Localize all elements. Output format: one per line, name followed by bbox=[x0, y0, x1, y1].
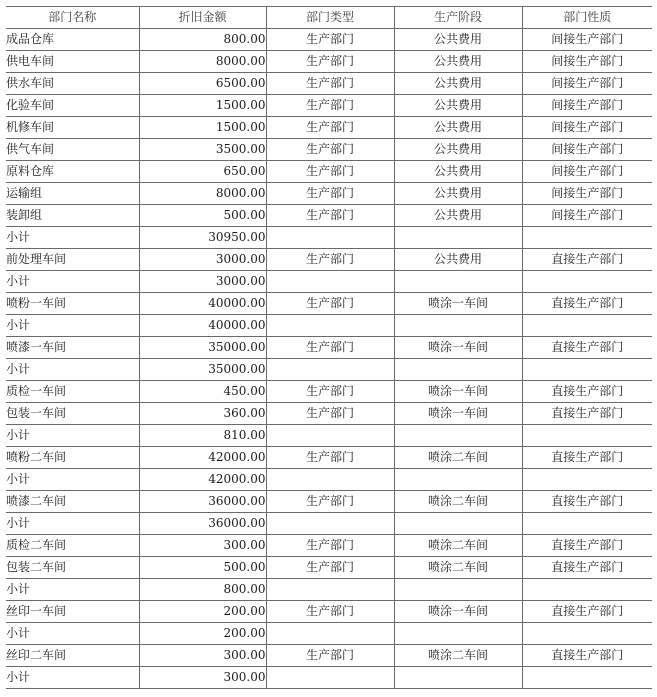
header-department-name: 部门名称 bbox=[6, 7, 139, 29]
production-stage-cell: 喷涂二车间 bbox=[394, 645, 522, 667]
production-stage-cell bbox=[394, 579, 522, 601]
department-type-cell: 生产部门 bbox=[266, 293, 394, 315]
department-nature-cell: 间接生产部门 bbox=[522, 183, 652, 205]
department-nature-cell: 直接生产部门 bbox=[522, 337, 652, 359]
department-type-cell: 生产部门 bbox=[266, 645, 394, 667]
header-department-nature: 部门性质 bbox=[522, 7, 652, 29]
table-row bbox=[6, 403, 652, 425]
department-nature-cell: 间接生产部门 bbox=[522, 95, 652, 117]
production-stage-cell: 公共费用 bbox=[394, 51, 522, 73]
department-type-cell: 生产部门 bbox=[266, 403, 394, 425]
department-name-cell: 丝印二车间 bbox=[6, 645, 139, 667]
depreciation-amount-cell: 3500.00 bbox=[139, 139, 266, 161]
table-row bbox=[6, 29, 652, 51]
table-row bbox=[6, 447, 652, 469]
production-stage-cell: 公共费用 bbox=[394, 161, 522, 183]
department-nature-cell: 直接生产部门 bbox=[522, 601, 652, 623]
department-name-cell: 质检一车间 bbox=[6, 381, 139, 403]
production-stage-cell: 喷涂一车间 bbox=[394, 293, 522, 315]
department-nature-cell: 直接生产部门 bbox=[522, 535, 652, 557]
production-stage-cell: 喷涂一车间 bbox=[394, 601, 522, 623]
department-name-cell: 供气车间 bbox=[6, 139, 139, 161]
production-stage-cell: 公共费用 bbox=[394, 183, 522, 205]
department-name-cell: 成品仓库 bbox=[6, 29, 139, 51]
production-stage-cell bbox=[394, 513, 522, 535]
depreciation-amount-cell: 300.00 bbox=[139, 535, 266, 557]
table-row bbox=[6, 381, 652, 403]
department-type-cell: 生产部门 bbox=[266, 205, 394, 227]
production-stage-cell: 喷涂二车间 bbox=[394, 535, 522, 557]
department-name-cell: 小计 bbox=[6, 359, 139, 381]
department-nature-cell bbox=[522, 271, 652, 293]
subtotal-row bbox=[6, 227, 652, 249]
production-stage-cell bbox=[394, 623, 522, 645]
depreciation-amount-cell: 3000.00 bbox=[139, 271, 266, 293]
department-type-cell bbox=[266, 667, 394, 689]
subtotal-row bbox=[6, 271, 652, 293]
department-type-cell bbox=[266, 579, 394, 601]
production-stage-cell: 喷涂一车间 bbox=[394, 381, 522, 403]
production-stage-cell bbox=[394, 667, 522, 689]
production-stage-cell bbox=[394, 469, 522, 491]
depreciation-amount-cell: 35000.00 bbox=[139, 337, 266, 359]
department-type-cell: 生产部门 bbox=[266, 447, 394, 469]
department-type-cell: 生产部门 bbox=[266, 161, 394, 183]
header-department-type: 部门类型 bbox=[266, 7, 394, 29]
department-nature-cell: 间接生产部门 bbox=[522, 139, 652, 161]
table-row bbox=[6, 183, 652, 205]
department-name-cell: 小计 bbox=[6, 315, 139, 337]
department-type-cell: 生产部门 bbox=[266, 29, 394, 51]
department-type-cell: 生产部门 bbox=[266, 183, 394, 205]
production-stage-cell: 公共费用 bbox=[394, 29, 522, 51]
department-nature-cell bbox=[522, 469, 652, 491]
department-type-cell bbox=[266, 227, 394, 249]
production-stage-cell: 公共费用 bbox=[394, 73, 522, 95]
department-nature-cell: 间接生产部门 bbox=[522, 51, 652, 73]
production-stage-cell bbox=[394, 315, 522, 337]
department-type-cell: 生产部门 bbox=[266, 249, 394, 271]
department-nature-cell: 间接生产部门 bbox=[522, 29, 652, 51]
depreciation-amount-cell: 300.00 bbox=[139, 645, 266, 667]
subtotal-row bbox=[6, 513, 652, 535]
department-type-cell: 生产部门 bbox=[266, 95, 394, 117]
department-nature-cell bbox=[522, 667, 652, 689]
department-type-cell bbox=[266, 315, 394, 337]
table-row bbox=[6, 205, 652, 227]
depreciation-amount-cell: 800.00 bbox=[139, 29, 266, 51]
department-name-cell: 丝印一车间 bbox=[6, 601, 139, 623]
department-name-cell: 小计 bbox=[6, 623, 139, 645]
department-type-cell bbox=[266, 425, 394, 447]
department-name-cell: 喷粉二车间 bbox=[6, 447, 139, 469]
department-name-cell: 供水车间 bbox=[6, 73, 139, 95]
depreciation-amount-cell: 35000.00 bbox=[139, 359, 266, 381]
department-name-cell: 包装一车间 bbox=[6, 403, 139, 425]
depreciation-amount-cell: 500.00 bbox=[139, 205, 266, 227]
depreciation-amount-cell: 3000.00 bbox=[139, 249, 266, 271]
table-row bbox=[6, 73, 652, 95]
department-name-cell: 化验车间 bbox=[6, 95, 139, 117]
table-row bbox=[6, 491, 652, 513]
department-name-cell: 小计 bbox=[6, 579, 139, 601]
table-row bbox=[6, 95, 652, 117]
depreciation-amount-cell: 1500.00 bbox=[139, 117, 266, 139]
department-type-cell: 生产部门 bbox=[266, 601, 394, 623]
production-stage-cell: 公共费用 bbox=[394, 117, 522, 139]
depreciation-amount-cell: 360.00 bbox=[139, 403, 266, 425]
department-nature-cell: 直接生产部门 bbox=[522, 447, 652, 469]
depreciation-amount-cell: 500.00 bbox=[139, 557, 266, 579]
production-stage-cell: 喷涂二车间 bbox=[394, 447, 522, 469]
table-body bbox=[6, 29, 652, 689]
depreciation-amount-cell: 8000.00 bbox=[139, 51, 266, 73]
department-nature-cell bbox=[522, 623, 652, 645]
depreciation-amount-cell: 1500.00 bbox=[139, 95, 266, 117]
depreciation-amount-cell: 42000.00 bbox=[139, 447, 266, 469]
production-stage-cell: 公共费用 bbox=[394, 95, 522, 117]
department-name-cell: 机修车间 bbox=[6, 117, 139, 139]
department-type-cell bbox=[266, 513, 394, 535]
department-type-cell bbox=[266, 271, 394, 293]
depreciation-amount-cell: 30950.00 bbox=[139, 227, 266, 249]
depreciation-amount-cell: 300.00 bbox=[139, 667, 266, 689]
subtotal-row bbox=[6, 315, 652, 337]
production-stage-cell: 公共费用 bbox=[394, 139, 522, 161]
depreciation-amount-cell: 8000.00 bbox=[139, 183, 266, 205]
production-stage-cell: 公共费用 bbox=[394, 205, 522, 227]
department-nature-cell: 直接生产部门 bbox=[522, 293, 652, 315]
department-nature-cell bbox=[522, 359, 652, 381]
table-row bbox=[6, 249, 652, 271]
table-row bbox=[6, 337, 652, 359]
department-name-cell: 包装二车间 bbox=[6, 557, 139, 579]
department-name-cell: 前处理车间 bbox=[6, 249, 139, 271]
production-stage-cell: 喷涂二车间 bbox=[394, 557, 522, 579]
department-name-cell: 装卸组 bbox=[6, 205, 139, 227]
table-row bbox=[6, 51, 652, 73]
department-type-cell: 生产部门 bbox=[266, 73, 394, 95]
department-nature-cell: 直接生产部门 bbox=[522, 491, 652, 513]
production-stage-cell: 公共费用 bbox=[394, 249, 522, 271]
department-type-cell bbox=[266, 359, 394, 381]
production-stage-cell: 喷涂一车间 bbox=[394, 403, 522, 425]
table-row bbox=[6, 161, 652, 183]
depreciation-amount-cell: 810.00 bbox=[139, 425, 266, 447]
department-nature-cell: 间接生产部门 bbox=[522, 205, 652, 227]
production-stage-cell bbox=[394, 271, 522, 293]
department-nature-cell: 直接生产部门 bbox=[522, 381, 652, 403]
department-name-cell: 小计 bbox=[6, 425, 139, 447]
department-nature-cell: 间接生产部门 bbox=[522, 73, 652, 95]
production-stage-cell: 喷涂一车间 bbox=[394, 337, 522, 359]
department-type-cell: 生产部门 bbox=[266, 491, 394, 513]
department-name-cell: 质检二车间 bbox=[6, 535, 139, 557]
department-nature-cell: 直接生产部门 bbox=[522, 557, 652, 579]
department-name-cell: 原料仓库 bbox=[6, 161, 139, 183]
department-nature-cell: 间接生产部门 bbox=[522, 117, 652, 139]
production-stage-cell: 喷涂二车间 bbox=[394, 491, 522, 513]
department-name-cell: 小计 bbox=[6, 469, 139, 491]
subtotal-row bbox=[6, 469, 652, 491]
department-nature-cell bbox=[522, 227, 652, 249]
department-name-cell: 喷粉一车间 bbox=[6, 293, 139, 315]
department-type-cell bbox=[266, 623, 394, 645]
depreciation-amount-cell: 36000.00 bbox=[139, 513, 266, 535]
production-stage-cell bbox=[394, 425, 522, 447]
depreciation-amount-cell: 800.00 bbox=[139, 579, 266, 601]
subtotal-row bbox=[6, 359, 652, 381]
depreciation-amount-cell: 650.00 bbox=[139, 161, 266, 183]
department-nature-cell: 直接生产部门 bbox=[522, 249, 652, 271]
department-name-cell: 小计 bbox=[6, 667, 139, 689]
depreciation-table bbox=[6, 6, 652, 689]
department-type-cell: 生产部门 bbox=[266, 535, 394, 557]
depreciation-amount-cell: 450.00 bbox=[139, 381, 266, 403]
department-nature-cell bbox=[522, 513, 652, 535]
department-nature-cell: 间接生产部门 bbox=[522, 161, 652, 183]
department-name-cell: 小计 bbox=[6, 271, 139, 293]
department-name-cell: 供电车间 bbox=[6, 51, 139, 73]
depreciation-amount-cell: 36000.00 bbox=[139, 491, 266, 513]
depreciation-amount-cell: 200.00 bbox=[139, 601, 266, 623]
department-nature-cell bbox=[522, 315, 652, 337]
department-name-cell: 喷漆二车间 bbox=[6, 491, 139, 513]
department-name-cell: 小计 bbox=[6, 513, 139, 535]
department-name-cell: 小计 bbox=[6, 227, 139, 249]
table-row bbox=[6, 601, 652, 623]
table-row bbox=[6, 535, 652, 557]
depreciation-amount-cell: 200.00 bbox=[139, 623, 266, 645]
table-row bbox=[6, 139, 652, 161]
department-nature-cell: 直接生产部门 bbox=[522, 645, 652, 667]
depreciation-amount-cell: 40000.00 bbox=[139, 293, 266, 315]
header-row bbox=[6, 7, 652, 29]
subtotal-row bbox=[6, 579, 652, 601]
department-type-cell: 生产部门 bbox=[266, 139, 394, 161]
department-name-cell: 喷漆一车间 bbox=[6, 337, 139, 359]
header-depreciation-amount: 折旧金额 bbox=[139, 7, 266, 29]
table-row bbox=[6, 293, 652, 315]
department-nature-cell bbox=[522, 425, 652, 447]
department-type-cell: 生产部门 bbox=[266, 117, 394, 139]
department-nature-cell bbox=[522, 579, 652, 601]
department-type-cell bbox=[266, 469, 394, 491]
table-row bbox=[6, 645, 652, 667]
department-type-cell: 生产部门 bbox=[266, 557, 394, 579]
subtotal-row bbox=[6, 425, 652, 447]
depreciation-amount-cell: 40000.00 bbox=[139, 315, 266, 337]
depreciation-amount-cell: 42000.00 bbox=[139, 469, 266, 491]
header-production-stage: 生产阶段 bbox=[394, 7, 522, 29]
department-type-cell: 生产部门 bbox=[266, 337, 394, 359]
department-nature-cell: 直接生产部门 bbox=[522, 403, 652, 425]
subtotal-row bbox=[6, 667, 652, 689]
table-row bbox=[6, 557, 652, 579]
production-stage-cell bbox=[394, 227, 522, 249]
subtotal-row bbox=[6, 623, 652, 645]
department-name-cell: 运输组 bbox=[6, 183, 139, 205]
department-type-cell: 生产部门 bbox=[266, 51, 394, 73]
depreciation-amount-cell: 6500.00 bbox=[139, 73, 266, 95]
department-type-cell: 生产部门 bbox=[266, 381, 394, 403]
table-row bbox=[6, 117, 652, 139]
production-stage-cell bbox=[394, 359, 522, 381]
